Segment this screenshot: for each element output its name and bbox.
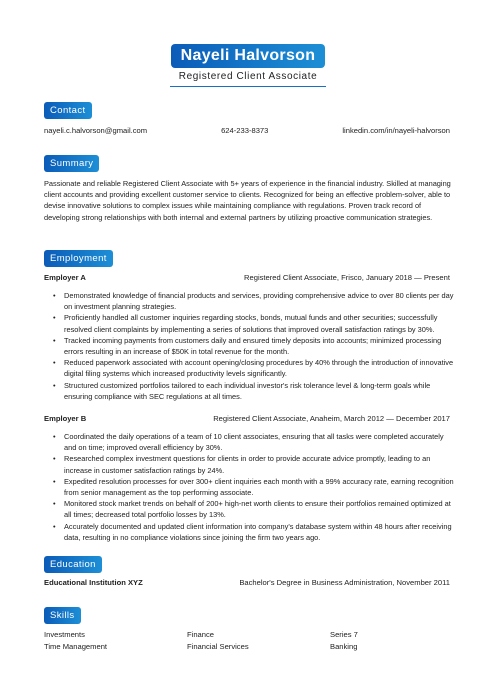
job-header-employer-a [44, 273, 450, 282]
contact-phone[interactable]: 624-233-8373 [221, 126, 269, 135]
list-item: • Monitored stock market trends on behalf of 200+ high-net worth clients to ensure their portfolios remained optimized at all times; decreased total portfolio losses by 13%. [44, 498, 454, 520]
list-item: • Reduced paperwork associated with account opening/closing procedures by 40% through the introduction of innovative digital filing systems which increased productivity levels significantly. [44, 357, 454, 379]
contact-linkedin[interactable]: linkedin.com/in/nayeli-halvorson [342, 126, 450, 135]
section-heading-contact: Contact [44, 102, 92, 119]
employer-name: Employer B [44, 414, 87, 423]
job-header-employer-b [44, 414, 450, 423]
skill-item: Financial Services [187, 641, 249, 651]
list-item: • Accurately documented and updated client information into company's database system within 48 hours after receiving data, resulting in no compliance violations since joining the firm two years ago. [44, 521, 454, 543]
skills-grid [44, 630, 450, 651]
education-school: Educational Institution XYZ [44, 578, 143, 587]
employer-name: Employer A [44, 273, 86, 282]
skill-item: Time Management [44, 641, 108, 651]
candidate-name: Nayeli Halvorson [171, 44, 325, 68]
summary-text: Passionate and reliable Registered Client Associate with 5+ years of experience in the financial industry. Skilled at managing client accounts and providing excellent customer service to clients. Recognized for being an effective problem-solver, able to devise innovative solutions to complex issues while maintaining compliance with regulations. Proven track record of developing strong relationships with both internal and external partners by utilizing proactive communication strategies. [44, 179, 451, 222]
section-heading-summary: Summary [44, 155, 99, 172]
list-item: • Structured customized portfolios tailored to each individual investor's risk tolerance level & long-term goals while ensuring compliance with SEC regulations at all times. [44, 380, 454, 402]
skill-item: Investments [44, 630, 85, 639]
title-underline [170, 86, 326, 87]
list-item: • Expedited resolution processes for over 300+ client inquiries each month with a 99% accuracy rate, earning recognition from senior management as the top performing associate. [44, 476, 454, 498]
section-heading-employment: Employment [44, 250, 113, 267]
list-item: • Coordinated the daily operations of a team of 10 client associates, ensuring that all tasks were completed accurately and on time; improved overall efficiency by 30%. [44, 431, 454, 453]
job-bullets-employer-b [44, 431, 454, 543]
skill-item: Banking [330, 641, 358, 651]
skill-item: Finance [187, 630, 215, 639]
contact-row [44, 126, 450, 135]
job-role: Registered Client Associate, Anaheim, March 2012 — December 2017 [213, 414, 450, 423]
education-row [44, 578, 450, 587]
education-degree: Bachelor's Degree in Business Administration, November 2011 [239, 578, 450, 587]
list-item: • Demonstrated knowledge of financial products and services, providing comprehensive advice to over 80 clients per day on investment planning strategies. [44, 290, 454, 312]
job-bullets-employer-a [44, 290, 454, 402]
section-heading-education: Education [44, 556, 102, 573]
candidate-title: Registered Client Associate [178, 71, 318, 82]
list-item: • Tracked incoming payments from customers daily and ensured timely deposits into accounts; minimized processing errors resulting in an increase of $50K in total revenue for the month. [44, 335, 454, 357]
job-role: Registered Client Associate, Frisco, January 2018 — Present [244, 273, 450, 282]
list-item: • Researched complex investment questions for clients in order to provide accurate advice promptly, leading to an increase in customer satisfaction ratings by 24%. [44, 453, 454, 475]
section-heading-skills: Skills [44, 607, 81, 624]
contact-email[interactable]: nayeli.c.halvorson@gmail.com [44, 126, 148, 135]
list-item: • Proficiently handled all customer inquiries regarding stocks, bonds, mutual funds and other securities; successfully resolved client complaints by implementing a series of solutions that improved overall satisfaction ratings by 30%. [44, 312, 454, 334]
skill-item: Series 7 [330, 630, 358, 639]
